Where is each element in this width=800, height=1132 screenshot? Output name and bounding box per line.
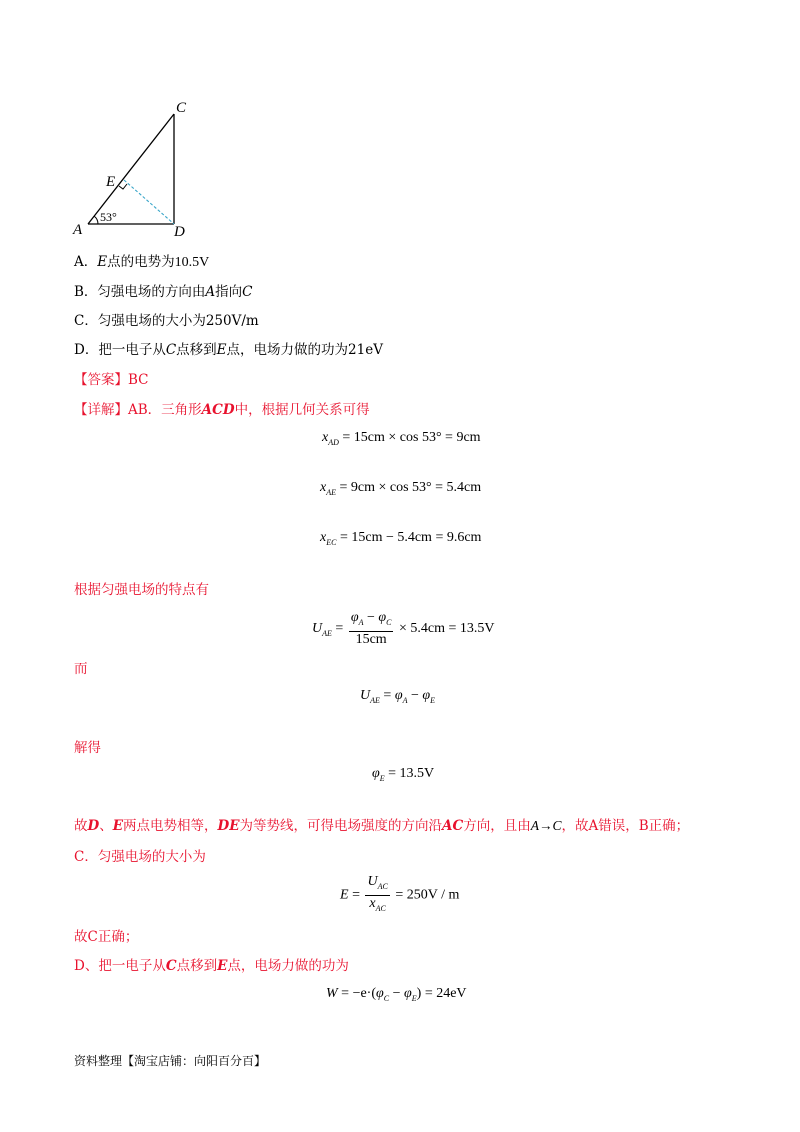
equation-x-ae: $x_{AE} = 9cm \times \cos 53^\circ = 5.4cm$ [320, 480, 482, 497]
label-c: C [176, 100, 187, 116]
text-c-correct: 故C正确； [74, 929, 139, 945]
equation-work: $W = -e\cdot(\varphi_C - \varphi_E) = 24eV$ [326, 986, 467, 1003]
option-b: B．匀强电场的方向由A指向C [74, 284, 253, 300]
dashed-line-ed [124, 180, 174, 224]
option-d: D．把一电子从C点移到E点，电场力做的功为21eV [74, 342, 383, 358]
detail-line: 【详解】AB．三角形ACD中，根据几何关系可得 [74, 402, 370, 418]
answer-line: 【答案】BC [74, 372, 149, 388]
option-a: A．E点的电势为10.5V [74, 254, 210, 270]
angle-arc [94, 216, 98, 224]
right-angle-mark [119, 184, 127, 189]
label-e: E [106, 174, 116, 190]
triangle-diagram [70, 98, 210, 240]
text-field-magnitude: C．匀强电场的大小为 [74, 849, 206, 865]
text-work-d: D、把一电子从C点移到E点，电场力做的功为 [74, 958, 349, 974]
text-solve: 解得 [74, 740, 101, 756]
label-angle: 53° [100, 210, 117, 224]
option-c: C．匀强电场的大小为250V/m [74, 313, 259, 329]
text-uniform-field: 根据匀强电场的特点有 [74, 582, 209, 598]
side-ac [88, 114, 174, 224]
footer-source: 资料整理【淘宝店铺：向阳百分百】 [74, 1054, 267, 1068]
text-conclusion-ab: 故D、E两点电势相等，DE为等势线，可得电场强度的方向沿AC方向，且由A→C，故A错误，B正确； [74, 818, 690, 834]
label-d: D [174, 224, 185, 240]
text-and: 而 [74, 661, 88, 677]
equation-u-ae-difference: $U_{AE} = \varphi_A - \varphi_E$ [360, 688, 435, 705]
equation-phi-e: $\varphi_E = 13.5V$ [372, 766, 435, 783]
equation-x-ec: $x_{EC} = 15cm - 5.4cm = 9.6cm$ [320, 530, 482, 547]
equation-x-ad: $x_{AD} = 15cm \times \cos 53^\circ = 9cm$ [322, 430, 481, 447]
label-a: A [73, 222, 83, 238]
equation-u-ae-fraction: $U_{AE}$ = $\frac{\varphi_A - \varphi_C}{15cm}$ × 5.4cm = 13.5V [312, 610, 495, 647]
equation-e-field: E = $\frac{U_{AC}}{x_{AC}}$ = 250V / m [340, 874, 460, 913]
